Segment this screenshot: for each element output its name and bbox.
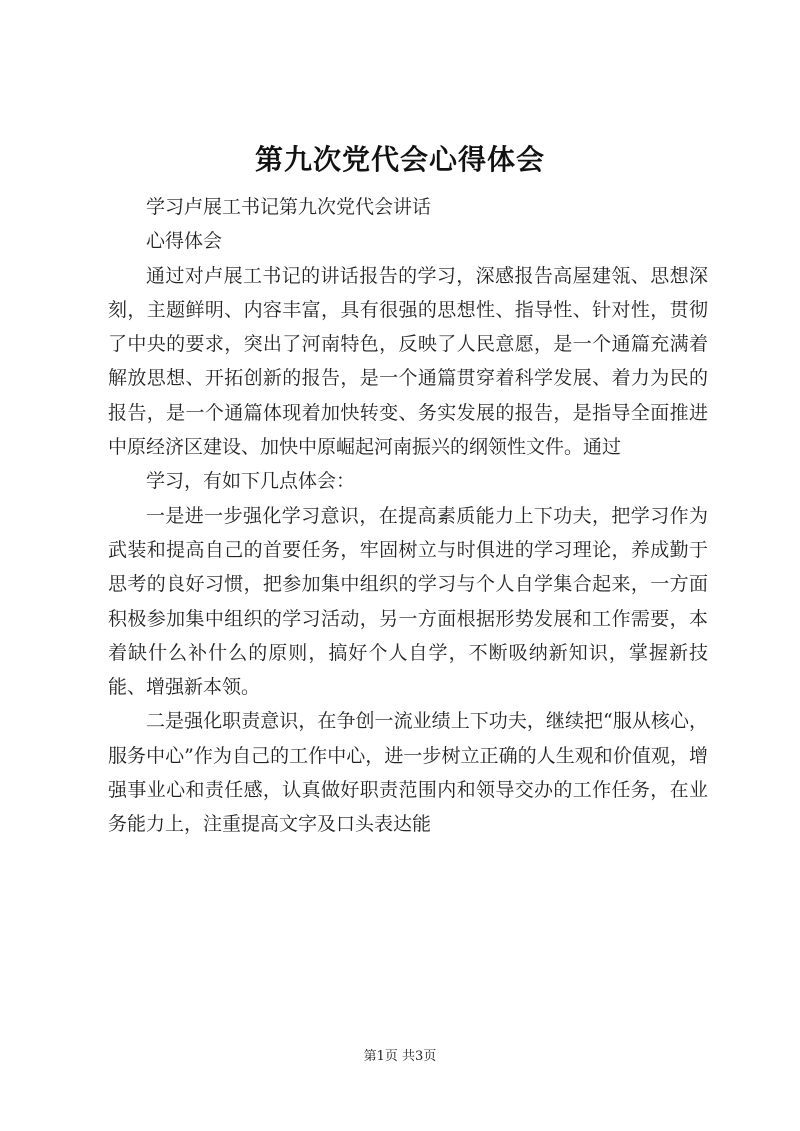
paragraph-intro: 通过对卢展工书记的讲话报告的学习，深感报告高屋建瓴、思想深刻，主题鲜明、内容丰富，具有很强的思想性、指导性、针对性，贯彻了中央的要求，突出了河南特色，反映了人民意愿，是一个通篇充满着解放思想、开拓创新的报告，是一个通篇贯穿着科学发展、着力为民的报告，是一个通篇体现着加快转变、务实发展的报告，是指导全面推进中原经济区建设、加快中原崛起河南振兴的纲领性文件。通过 <box>108 264 708 459</box>
page-footer: 第1页 共3页 <box>363 1049 437 1064</box>
paragraph-subtitle-line-2: 心得体会 <box>146 230 223 253</box>
document-title: 第九次党代会心得体会 <box>254 143 545 176</box>
document-body <box>108 190 708 842</box>
paragraph-point-two: 二是强化职责意识，在争创一流业绩上下功夫，继续把“服从核心，服务中心”作为自己的工作中心，进一步树立正确的人生观和价值观，增强事业心和责任感，认真做好职责范围内和领导交办的工作任务，在业务能力上，注重提高文字及口头表达能 <box>108 710 708 836</box>
paragraph-subtitle-line-1: 学习卢展工书记第九次党代会讲话 <box>146 196 432 218</box>
paragraph-summary-lead: 学习，有如下几点体会： <box>146 470 356 493</box>
paragraph-point-one: 一是进一步强化学习意识，在提高素质能力上下功夫，把学习作为武装和提高自己的首要任务，牢固树立与时俱进的学习理论，养成勤于思考的良好习惯，把参加集中组织的学习与个人自学集合起来，一方面积极参加集中组织的学习活动，另一方面根据形势发展和工作需要，本着缺什么补什么的原则，搞好个人自学，不断吸纳新知识，掌握新技能、增强新本领。 <box>108 504 708 699</box>
